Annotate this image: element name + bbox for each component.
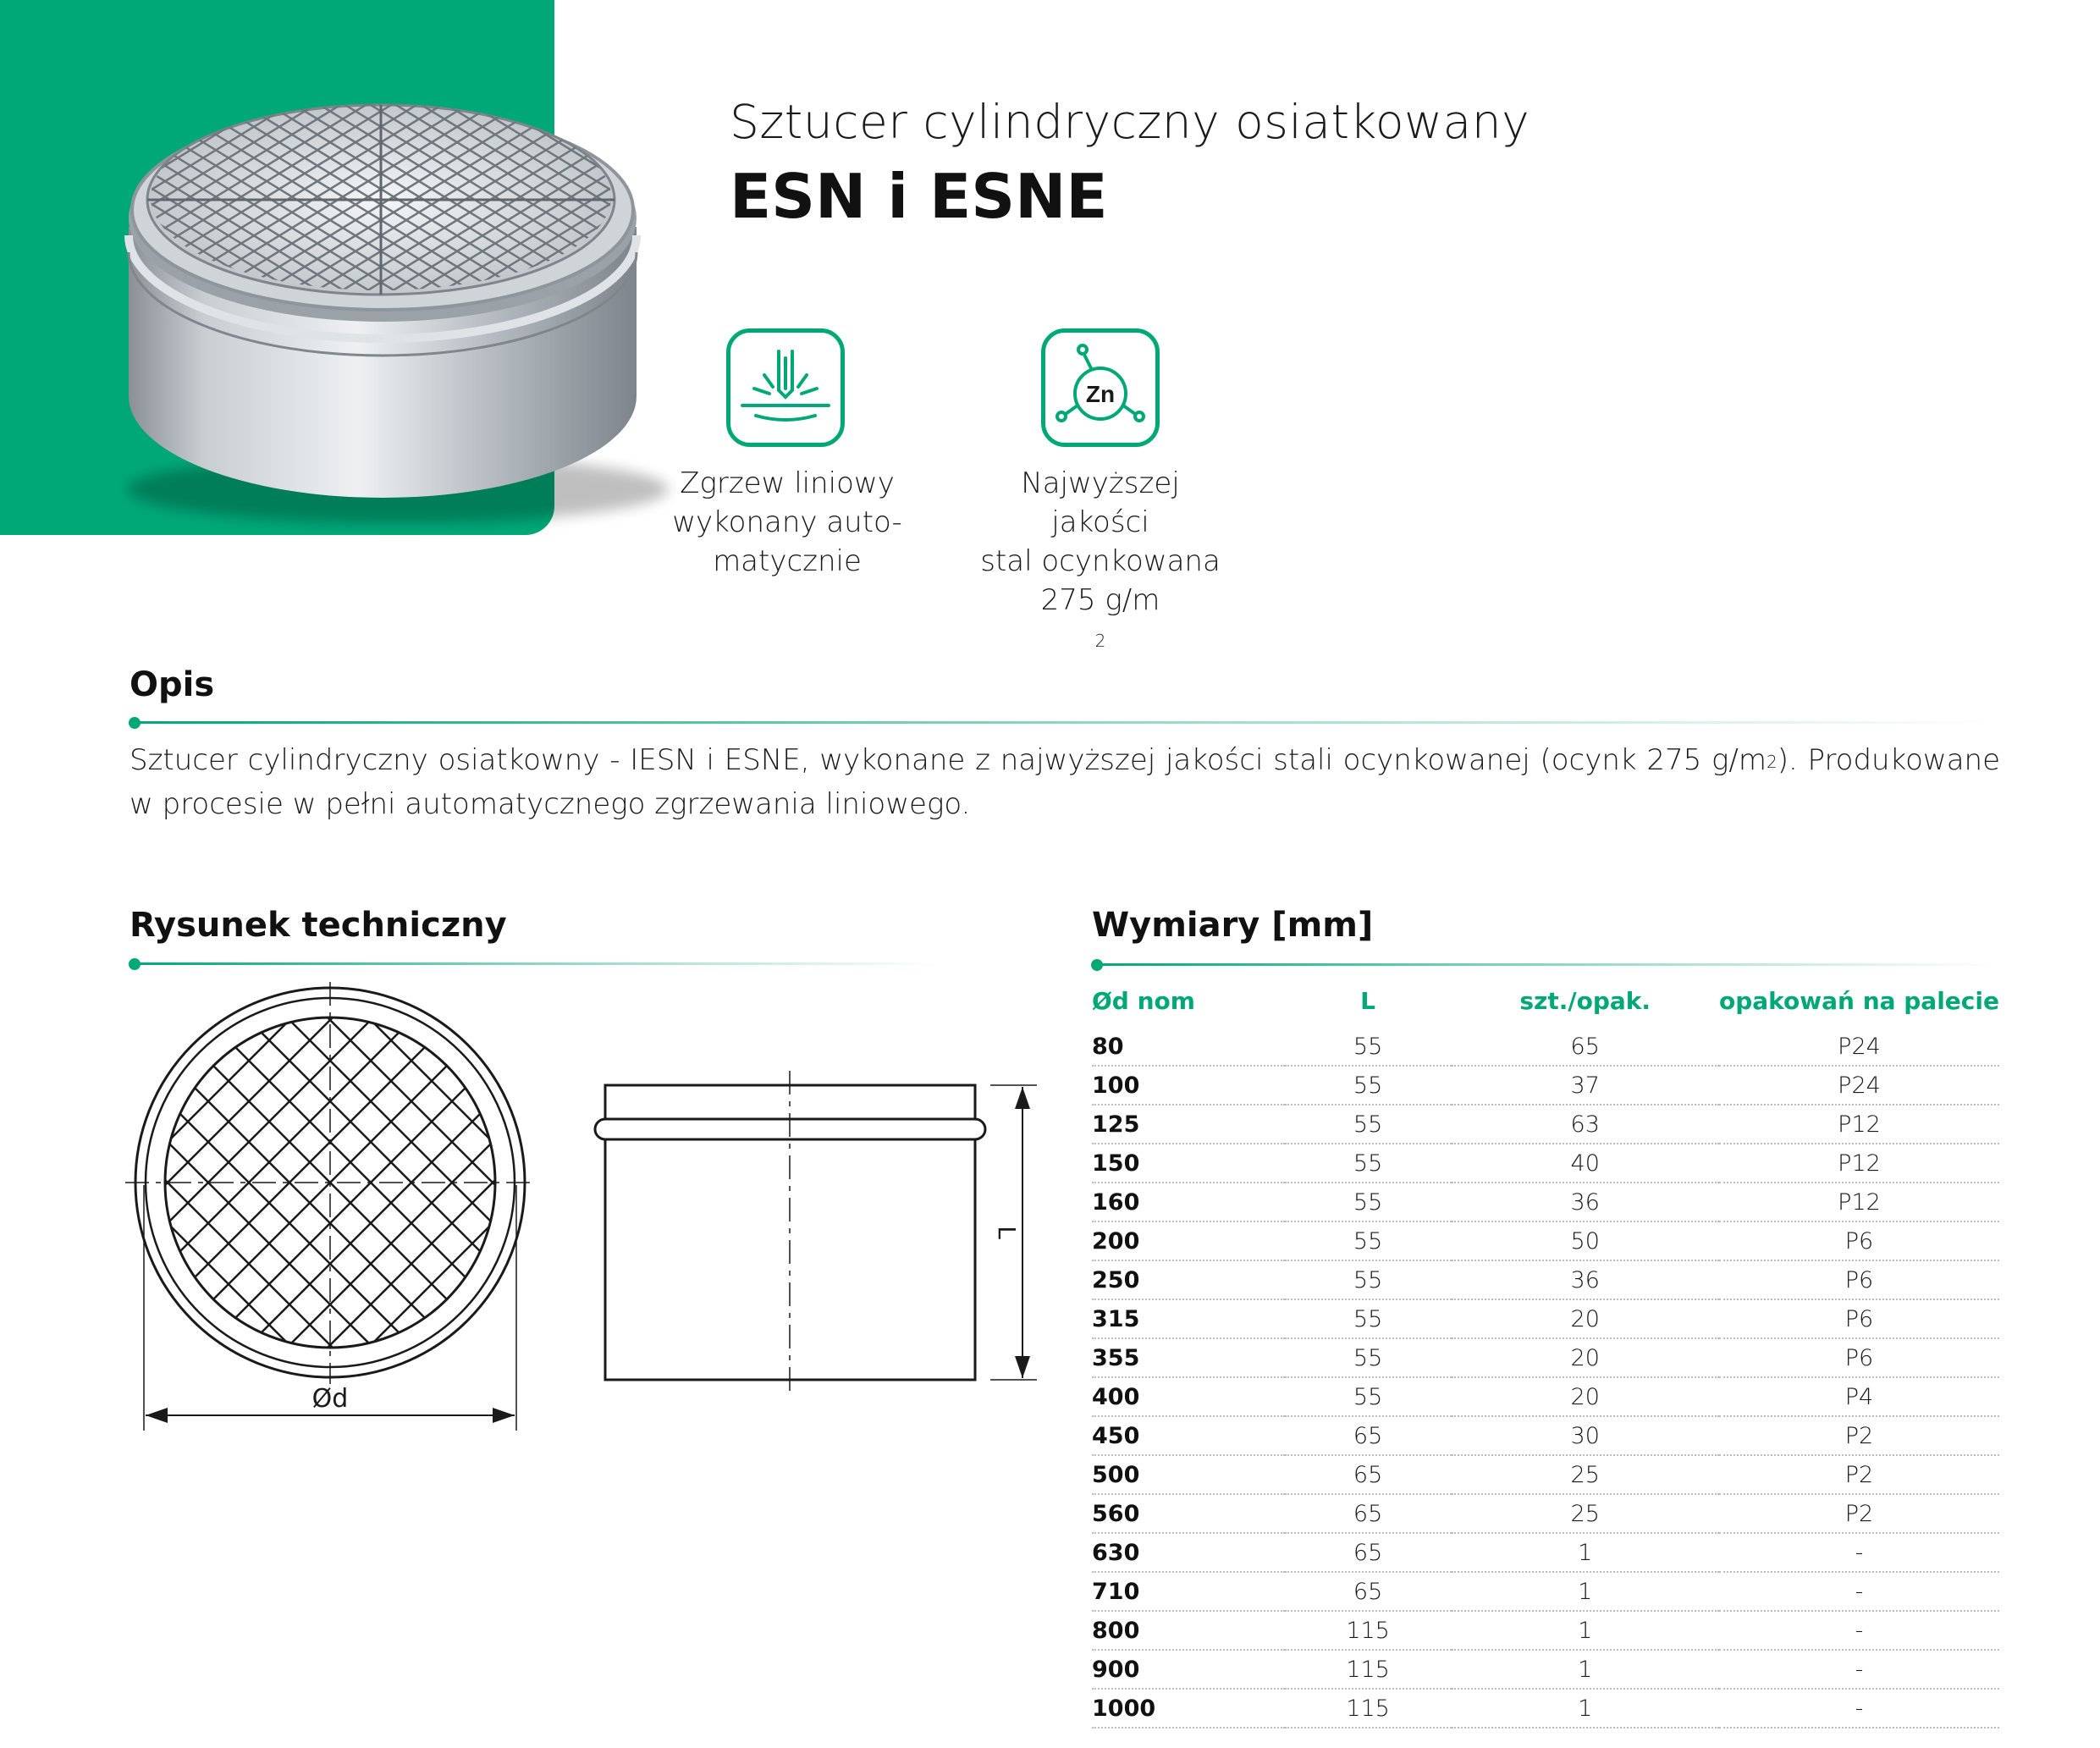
zinc-atom-icon <box>1041 328 1160 447</box>
table-cell: 55 <box>1285 1299 1452 1338</box>
table-cell: 55 <box>1285 1260 1452 1299</box>
table-cell: 36 <box>1452 1183 1719 1221</box>
technical-drawing <box>119 982 1050 1456</box>
table-cell: - <box>1719 1533 1999 1572</box>
table-cell: 160 <box>1092 1183 1285 1221</box>
mesh-line <box>357 982 1034 1456</box>
table-header-row <box>1092 973 1999 1028</box>
table-cell: 63 <box>1452 1105 1719 1144</box>
table-row <box>1092 1066 1999 1105</box>
table-row <box>1092 1183 1999 1221</box>
table-cell: P6 <box>1719 1221 1999 1260</box>
table-cell: 20 <box>1452 1377 1719 1416</box>
product-title: ESN i ESNE <box>730 161 1108 232</box>
table-row <box>1092 1689 1999 1728</box>
table-cell: 150 <box>1092 1144 1285 1183</box>
seam-weld-icon <box>726 328 845 447</box>
table-cell: P6 <box>1719 1260 1999 1299</box>
table-cell: 900 <box>1092 1650 1285 1689</box>
diameter-label: Ød <box>311 1384 349 1414</box>
feature-line: matycznie <box>713 544 862 578</box>
table-row <box>1092 1533 1999 1572</box>
table-cell: P6 <box>1719 1338 1999 1377</box>
superscript: 2 <box>1766 752 1778 772</box>
table-cell: 630 <box>1092 1533 1285 1572</box>
mesh-line <box>398 982 1050 1456</box>
table-cell: 80 <box>1092 1028 1285 1066</box>
mesh-line <box>119 982 791 1456</box>
table-row <box>1092 1028 1999 1066</box>
mesh-line <box>119 982 303 1456</box>
product-photo <box>119 91 677 532</box>
table-cell: 450 <box>1092 1416 1285 1455</box>
table-cell: 25 <box>1452 1494 1719 1533</box>
table-cell: 30 <box>1452 1416 1719 1455</box>
mesh-line <box>119 982 791 1456</box>
table-row <box>1092 1299 1999 1338</box>
table-cell: 20 <box>1452 1299 1719 1338</box>
table-cell: P12 <box>1719 1183 1999 1221</box>
mesh-line <box>119 982 669 1456</box>
dimensions-heading: Wymiary [mm] <box>1092 906 1374 945</box>
feature-line: Najwyższej jakości <box>1021 466 1180 539</box>
section-divider <box>135 962 940 965</box>
mesh-line <box>119 982 628 1456</box>
mesh-line <box>479 982 1050 1456</box>
table-cell: 50 <box>1452 1221 1719 1260</box>
table-row <box>1092 1611 1999 1650</box>
table-cell: 115 <box>1285 1650 1452 1689</box>
table-cell: 115 <box>1285 1689 1452 1728</box>
feature-seam-weld-text <box>660 464 914 581</box>
column-header-diameter: Ød nom <box>1092 986 1195 1015</box>
mesh-line <box>357 982 1034 1456</box>
mesh-line <box>119 982 587 1456</box>
column-header-length: L <box>1360 986 1376 1015</box>
table-row <box>1092 1221 1999 1260</box>
section-divider <box>135 721 1998 724</box>
table-cell: 55 <box>1285 1028 1452 1066</box>
feature-line-text: 275 g/m <box>1040 583 1160 617</box>
table-cell: 36 <box>1452 1260 1719 1299</box>
table-cell: 100 <box>1092 1066 1285 1105</box>
table-cell: 1 <box>1452 1533 1719 1572</box>
table-cell: - <box>1719 1611 1999 1650</box>
table-cell: 710 <box>1092 1572 1285 1611</box>
table-cell: 800 <box>1092 1611 1285 1650</box>
table-cell: 20 <box>1452 1338 1719 1377</box>
table-cell: 37 <box>1452 1066 1719 1105</box>
product-subtitle: Sztucer cylindryczny osiatkowany <box>730 95 1530 149</box>
table-cell: 65 <box>1285 1494 1452 1533</box>
superscript: 2 <box>1094 631 1106 651</box>
table-cell: 40 <box>1452 1144 1719 1183</box>
mesh-line <box>119 982 344 1456</box>
mesh-line <box>119 982 669 1456</box>
table-cell: 55 <box>1285 1183 1452 1221</box>
table-cell: 560 <box>1092 1494 1285 1533</box>
table-cell: 355 <box>1092 1338 1285 1377</box>
table-cell: 125 <box>1092 1105 1285 1144</box>
table-cell: 65 <box>1285 1572 1452 1611</box>
table-cell: 55 <box>1285 1338 1452 1377</box>
table-row <box>1092 1455 1999 1494</box>
table-cell: P6 <box>1719 1299 1999 1338</box>
table-row <box>1092 1338 1999 1377</box>
mesh-line <box>119 982 344 1456</box>
feature-zinc-text <box>973 464 1227 659</box>
mesh-line <box>119 982 628 1456</box>
table-cell: 115 <box>1285 1611 1452 1650</box>
mesh-line <box>398 982 1050 1456</box>
table-cell: 250 <box>1092 1260 1285 1299</box>
feature-line: stal ocynkowana <box>980 544 1221 578</box>
mesh-line <box>438 982 1050 1456</box>
table-cell: 1 <box>1452 1572 1719 1611</box>
table-cell: 200 <box>1092 1221 1285 1260</box>
table-cell: 65 <box>1285 1455 1452 1494</box>
table-cell: 500 <box>1092 1455 1285 1494</box>
table-row <box>1092 1260 1999 1299</box>
table-row <box>1092 1416 1999 1455</box>
table-cell: P24 <box>1719 1028 1999 1066</box>
mesh-line <box>119 982 587 1456</box>
table-row <box>1092 1144 1999 1183</box>
zinc-symbol: Zn <box>1085 381 1116 407</box>
table-row <box>1092 1494 1999 1533</box>
description-part: Sztucer cylindryczny osiatkowny - IESN i ESNE, wykonane z najwyższej jakości stali ocynkowanej (ocynk 275 g/m <box>130 743 1767 777</box>
table-cell: - <box>1719 1650 1999 1689</box>
mesh-line <box>119 982 709 1456</box>
table-cell: - <box>1719 1689 1999 1728</box>
table-cell: 315 <box>1092 1299 1285 1338</box>
table-cell: 65 <box>1285 1533 1452 1572</box>
table-cell: - <box>1719 1572 1999 1611</box>
table-row <box>1092 1572 1999 1611</box>
table-cell: P2 <box>1719 1416 1999 1455</box>
length-label: L <box>993 1226 1021 1239</box>
table-cell: 55 <box>1285 1144 1452 1183</box>
table-cell: P2 <box>1719 1494 1999 1533</box>
table-row <box>1092 1377 1999 1416</box>
table-cell: 1 <box>1452 1689 1719 1728</box>
table-cell: P12 <box>1719 1105 1999 1144</box>
table-cell: P24 <box>1719 1066 1999 1105</box>
drawing-heading: Rysunek techniczny <box>130 906 507 945</box>
table-cell: 65 <box>1452 1028 1719 1066</box>
feature-line: Zgrzew liniowy <box>680 466 895 500</box>
table-row <box>1092 1650 1999 1689</box>
table-cell: P4 <box>1719 1377 1999 1416</box>
column-header-packs-per-pallet: opakowań na palecie <box>1718 986 1999 1015</box>
feature-line <box>973 581 1227 659</box>
mesh-line <box>438 982 1050 1456</box>
table-cell: 1000 <box>1092 1689 1285 1728</box>
column-header-pieces-per-pack: szt./opak. <box>1519 986 1651 1015</box>
table-cell: 25 <box>1452 1455 1719 1494</box>
table-cell: 65 <box>1285 1416 1452 1455</box>
description-heading: Opis <box>130 665 215 704</box>
table-cell: 1 <box>1452 1611 1719 1650</box>
feature-line: wykonany auto- <box>672 505 902 539</box>
table-cell: 55 <box>1285 1377 1452 1416</box>
table-cell: 55 <box>1285 1066 1452 1105</box>
mesh-wire <box>652 96 677 303</box>
mesh-line <box>119 982 303 1456</box>
mesh-line <box>119 982 709 1456</box>
table-cell: P12 <box>1719 1144 1999 1183</box>
table-cell: 1 <box>1452 1650 1719 1689</box>
mesh-line <box>479 982 1050 1456</box>
section-divider <box>1098 963 1995 966</box>
table-cell: 55 <box>1285 1221 1452 1260</box>
table-cell: 400 <box>1092 1377 1285 1416</box>
table-cell: 55 <box>1285 1105 1452 1144</box>
dimensions-table <box>1092 973 1999 1729</box>
description-part: ). Produkowane w procesie w pełni automatycznego zgrzewania liniowego. <box>130 743 2000 821</box>
table-cell: P2 <box>1719 1455 1999 1494</box>
table-row <box>1092 1105 1999 1144</box>
description-text <box>130 738 2000 826</box>
